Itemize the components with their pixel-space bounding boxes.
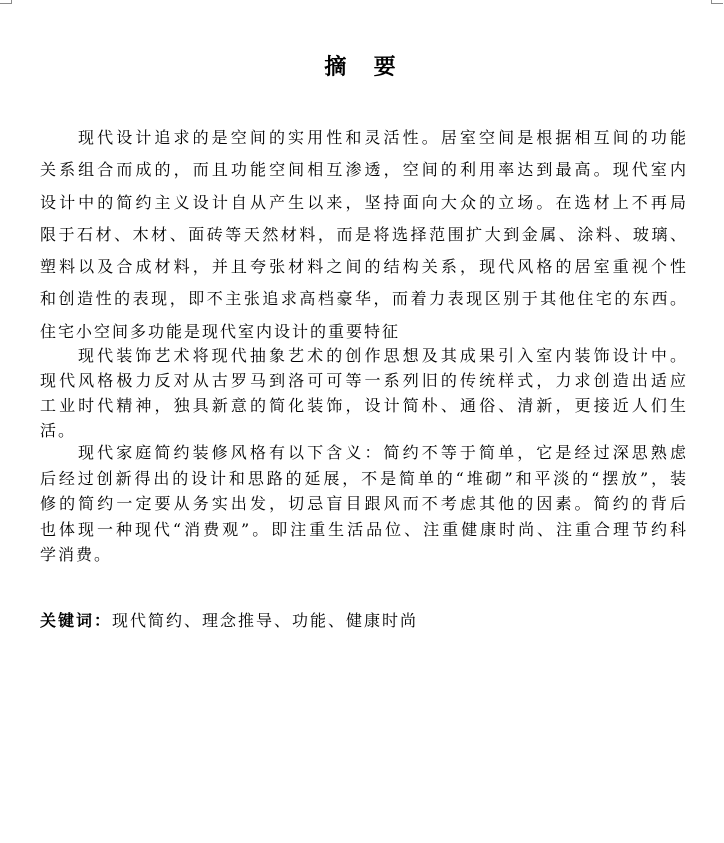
paragraph-line: 活。 — [40, 421, 77, 440]
paragraph-line: 关系组合而成的，而且功能空间相互渗透，空间的利用率达到最高。现代室内 — [40, 160, 688, 180]
paragraph-2 — [40, 343, 688, 443]
crop-mark-top-right — [711, 0, 723, 4]
paragraph-line: 修的简约一定要从务实出发，切忌盲目跟风而不考虑其他的因素。简约的背后 — [40, 494, 688, 513]
paragraph-line: 住宅小空间多功能是现代室内设计的重要特征 — [40, 321, 401, 341]
keywords-value: 现代简约、理念推导、功能、健康时尚 — [112, 611, 419, 630]
keywords-label: 关键词： — [40, 611, 113, 630]
crop-mark-top-left — [0, 0, 12, 4]
paragraph-line: 现代家庭简约装修风格有以下含义：简约不等于简单，它是经过深思熟虑 — [78, 443, 688, 462]
paragraph-line: 限于石材、木材、面砖等天然材料，而是将选择范围扩大到金属、涂料、玻璃、 — [40, 224, 688, 244]
paragraph-1 — [40, 122, 688, 348]
paragraph-line: 后经过创新得出的设计和思路的延展，不是简单的“堆砌”和平淡的“摆放”，装 — [40, 468, 688, 488]
paragraph-line: 现代设计追求的是空间的实用性和灵活性。居室空间是根据相互间的功能 — [78, 128, 688, 147]
paragraph-line: 现代装饰艺术将现代抽象艺术的创作思想及其成果引入室内装饰设计中。 — [78, 346, 688, 365]
paragraph-line: 和创造性的表现，即不主张追求高档豪华，而着力表现区别于其他住宅的东西。 — [40, 289, 688, 309]
paragraph-line: 现代风格极力反对从古罗马到洛可可等一系列旧的传统样式，力求创造出适应 — [40, 371, 688, 390]
paragraph-line: 学消费。 — [40, 545, 113, 564]
paragraph-3 — [40, 440, 688, 568]
paragraph-line: 塑料以及合成材料，并且夸张材料之间的结构关系，现代风格的居室重视个性 — [40, 257, 688, 277]
keywords-line — [40, 608, 688, 633]
paragraph-line: 也体现一种现代“消费观”。即注重生活品位、注重健康时尚、注重合理节约科 — [40, 519, 688, 539]
paragraph-line: 工业时代精神，独具新意的简化装饰，设计简朴、通俗、清新，更接近人们生 — [40, 396, 688, 415]
abstract-title: 摘 要 — [324, 54, 400, 80]
paragraph-line: 设计中的简约主义设计自从产生以来，坚持面向大众的立场。在选材上不再局 — [40, 192, 688, 212]
